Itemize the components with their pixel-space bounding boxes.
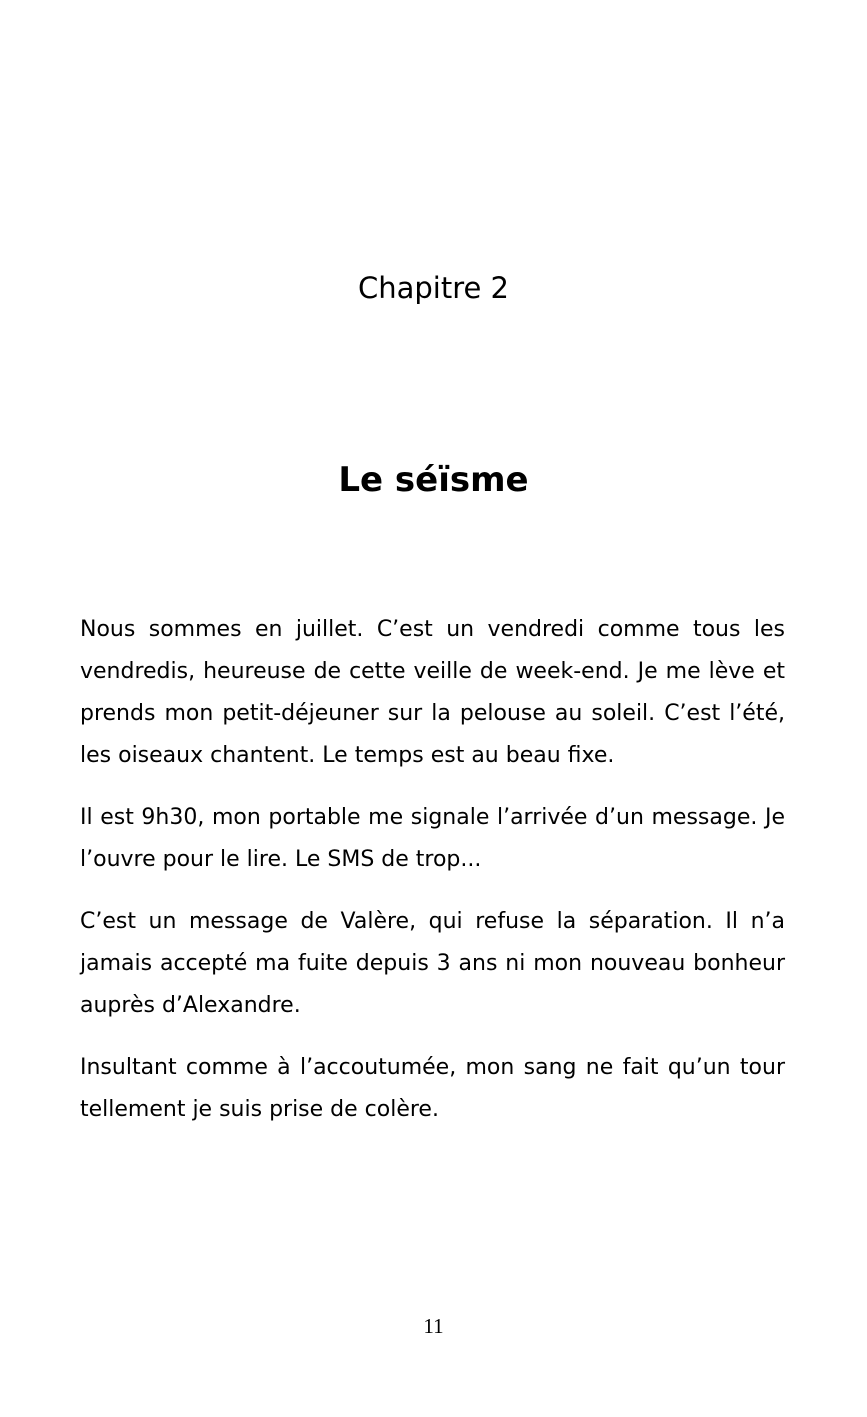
chapter-title: Le séïsme	[338, 459, 529, 500]
chapter-body	[80, 609, 785, 1151]
paragraph: Il est 9h30, mon portable me signale l’arrivée d’un message. Je l’ouvre pour le lire. Le SMS de trop...	[80, 805, 785, 872]
paragraph: Insultant comme à l’accoutumée, mon sang ne fait qu’un tour tellement je suis prise de colère.	[80, 1055, 785, 1122]
chapter-label: Chapitre 2	[357, 271, 510, 305]
paragraph: C’est un message de Valère, qui refuse la séparation. Il n’a jamais accepté ma fuite depuis 3 ans ni mon nouveau bonheur auprès d’Alexandre.	[80, 909, 785, 1018]
paragraph: Nous sommes en juillet. C’est un vendredi comme tous les vendredis, heureuse de cette veille de week-end. Je me lève et prends mon petit-déjeuner sur la pelouse au soleil. C’est l’été, les oiseaux chantent. Le temps est au beau fixe.	[80, 617, 785, 768]
page-number: 11	[423, 1314, 444, 1338]
